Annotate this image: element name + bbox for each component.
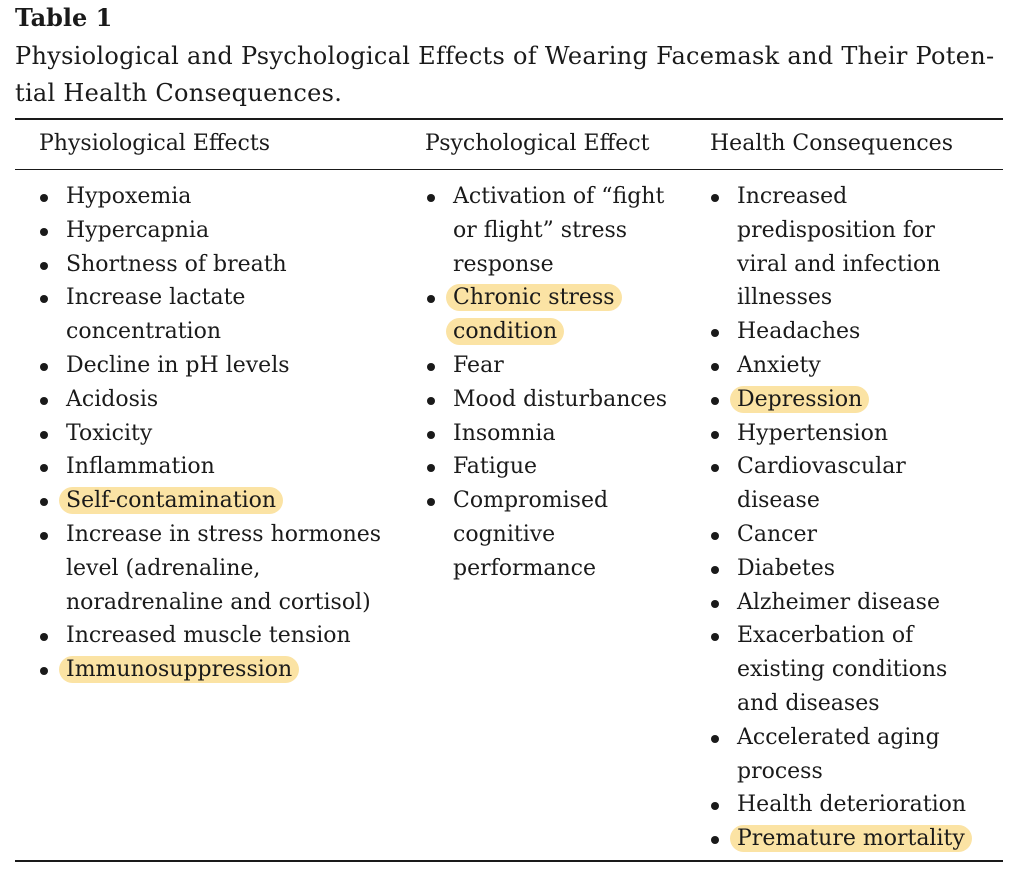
list-item-text [737, 586, 972, 620]
list-item [710, 552, 972, 586]
list-item-line: Accelerated aging [737, 724, 940, 750]
list-item [39, 417, 381, 451]
list-item [39, 248, 381, 282]
bottom-rule [15, 860, 1003, 862]
list-item-text [453, 383, 667, 417]
list-item-text [737, 417, 972, 451]
list-item-text [737, 755, 972, 789]
list-item-text [66, 180, 381, 214]
list-item [710, 349, 972, 383]
list-item-line: performance [453, 555, 597, 581]
list-item-text [737, 619, 972, 653]
list-item-text [737, 518, 972, 552]
list-item-line: Hypoxemia [66, 184, 192, 209]
list-item-line: Toxicity [66, 420, 153, 446]
list-item-line: Insomnia [453, 420, 556, 446]
physiological-effects-list [39, 180, 381, 687]
list-item [710, 518, 972, 552]
list-item-text [737, 687, 972, 721]
list-item-text [737, 315, 972, 349]
list-item-text [453, 518, 667, 552]
caption-line: tial Health Consequences. [15, 79, 343, 107]
top-rule [15, 118, 1003, 120]
list-item-line: Anxiety [737, 352, 821, 378]
list-item-text [453, 281, 667, 315]
highlighted-list-item [39, 484, 381, 518]
list-item-text [66, 315, 381, 349]
list-item-text [66, 552, 381, 586]
list-item [710, 450, 972, 518]
list-item-line: illnesses [737, 285, 833, 311]
list-item-line: Exacerbation of [737, 623, 914, 649]
list-item-text [737, 248, 972, 282]
list-item-line: existing conditions [737, 657, 948, 683]
list-item-text [66, 383, 381, 417]
list-item-line: disease [737, 488, 820, 514]
list-item-line: predisposition for [737, 217, 935, 243]
list-item-line: Hypercapnia [66, 217, 210, 243]
highlighted-list-item [426, 281, 667, 349]
list-item [426, 450, 667, 484]
list-item-line: Cancer [737, 521, 817, 547]
list-item-text [737, 281, 972, 315]
highlighted-list-item [710, 383, 972, 417]
list-item [39, 518, 381, 619]
table-caption [15, 38, 1007, 112]
list-item [426, 417, 667, 451]
list-item-line: Self-contamination [59, 487, 283, 514]
list-item-line: Increased [737, 184, 848, 209]
psychological-effects-list [426, 180, 667, 586]
list-item-line: process [737, 758, 823, 784]
list-item-text [737, 484, 972, 518]
column-header-psychological: Psychological Effect [425, 131, 650, 156]
list-item-line: Immunosuppression [59, 656, 299, 683]
list-item [39, 619, 381, 653]
list-item-text [737, 788, 972, 822]
list-item-text [453, 214, 667, 248]
list-item-text [453, 417, 667, 451]
list-item-text [66, 518, 381, 552]
list-item-line: Increased muscle tension [66, 623, 351, 649]
list-item-line: noradrenaline and cortisol) [66, 589, 371, 615]
list-item-text [737, 349, 972, 383]
list-item-text [453, 315, 667, 349]
list-item-text [737, 721, 972, 755]
list-item-line: Inflammation [66, 454, 215, 480]
list-item-text [66, 619, 381, 653]
list-item-text [453, 349, 667, 383]
list-item [39, 383, 381, 417]
list-item-line: or flight” stress [453, 217, 628, 243]
list-item-text [737, 552, 972, 586]
list-item-line: Hypertension [737, 420, 889, 446]
list-item-line: Acidosis [66, 386, 159, 412]
list-item-text [66, 653, 381, 687]
list-item-line: Increase in stress hormones [66, 521, 382, 547]
header-rule [15, 169, 1003, 170]
health-consequences-list [710, 180, 972, 856]
list-item-line: Compromised [453, 488, 609, 514]
highlighted-list-item [710, 822, 972, 856]
list-item-text [737, 653, 972, 687]
list-item-line: Decline in pH levels [66, 352, 290, 378]
list-item-text [66, 484, 381, 518]
list-item-line: Fatigue [453, 454, 538, 480]
list-item-text [737, 822, 972, 856]
list-item-text [737, 383, 972, 417]
list-item-text [737, 180, 972, 214]
list-item-text [66, 586, 381, 620]
list-item-text [66, 214, 381, 248]
list-item [39, 214, 381, 248]
list-item-text [66, 417, 381, 451]
list-item-line: concentration [66, 319, 222, 345]
list-item-line: Fear [453, 352, 504, 378]
list-item-line: level (adrenaline, [66, 555, 261, 581]
list-item-line: Depression [730, 386, 869, 413]
list-item-text [737, 450, 972, 484]
list-item-line: viral and infection [737, 251, 941, 277]
list-item-text [453, 484, 667, 518]
list-item [426, 484, 667, 585]
list-item [710, 788, 972, 822]
list-item-line: cognitive [453, 521, 556, 547]
list-item-text [453, 180, 667, 214]
list-item-line: Alzheimer disease [737, 589, 940, 615]
list-item-line: Activation of “fight [453, 184, 665, 209]
list-item-line: condition [446, 318, 564, 345]
list-item-line: and diseases [737, 690, 880, 716]
list-item-line: Mood disturbances [453, 386, 668, 412]
list-item-text [453, 450, 667, 484]
list-item-line: Health deterioration [737, 792, 967, 818]
list-item-text [66, 248, 381, 282]
list-item [710, 417, 972, 451]
list-item-line: Shortness of breath [66, 251, 287, 277]
list-item [426, 180, 667, 281]
list-item-line: Premature mortality [730, 825, 972, 852]
column-header-physiological: Physiological Effects [39, 131, 270, 156]
column-header-health: Health Consequences [710, 131, 953, 156]
list-item-line: Headaches [737, 319, 861, 345]
list-item [426, 349, 667, 383]
list-item-line: Diabetes [737, 555, 836, 581]
list-item-line: Increase lactate [66, 285, 246, 311]
list-item-text [66, 450, 381, 484]
list-item [39, 450, 381, 484]
list-item [39, 281, 381, 349]
list-item-text [453, 248, 667, 282]
list-item [710, 721, 972, 789]
list-item-text [453, 552, 667, 586]
highlighted-list-item [39, 653, 381, 687]
list-item-text [66, 349, 381, 383]
list-item-text [737, 214, 972, 248]
list-item [710, 315, 972, 349]
list-item-text [66, 281, 381, 315]
list-item [426, 383, 667, 417]
list-item-line: response [453, 251, 554, 277]
list-item [710, 586, 972, 620]
caption-line: Physiological and Psychological Effects of Wearing Facemask and Their Poten- [15, 42, 995, 70]
list-item-line: Cardiovascular [737, 454, 906, 480]
table-label: Table 1 [15, 3, 113, 32]
list-item [39, 180, 381, 214]
list-item [710, 619, 972, 720]
list-item [39, 349, 381, 383]
list-item [710, 180, 972, 315]
list-item-line: Chronic stress [446, 284, 622, 311]
